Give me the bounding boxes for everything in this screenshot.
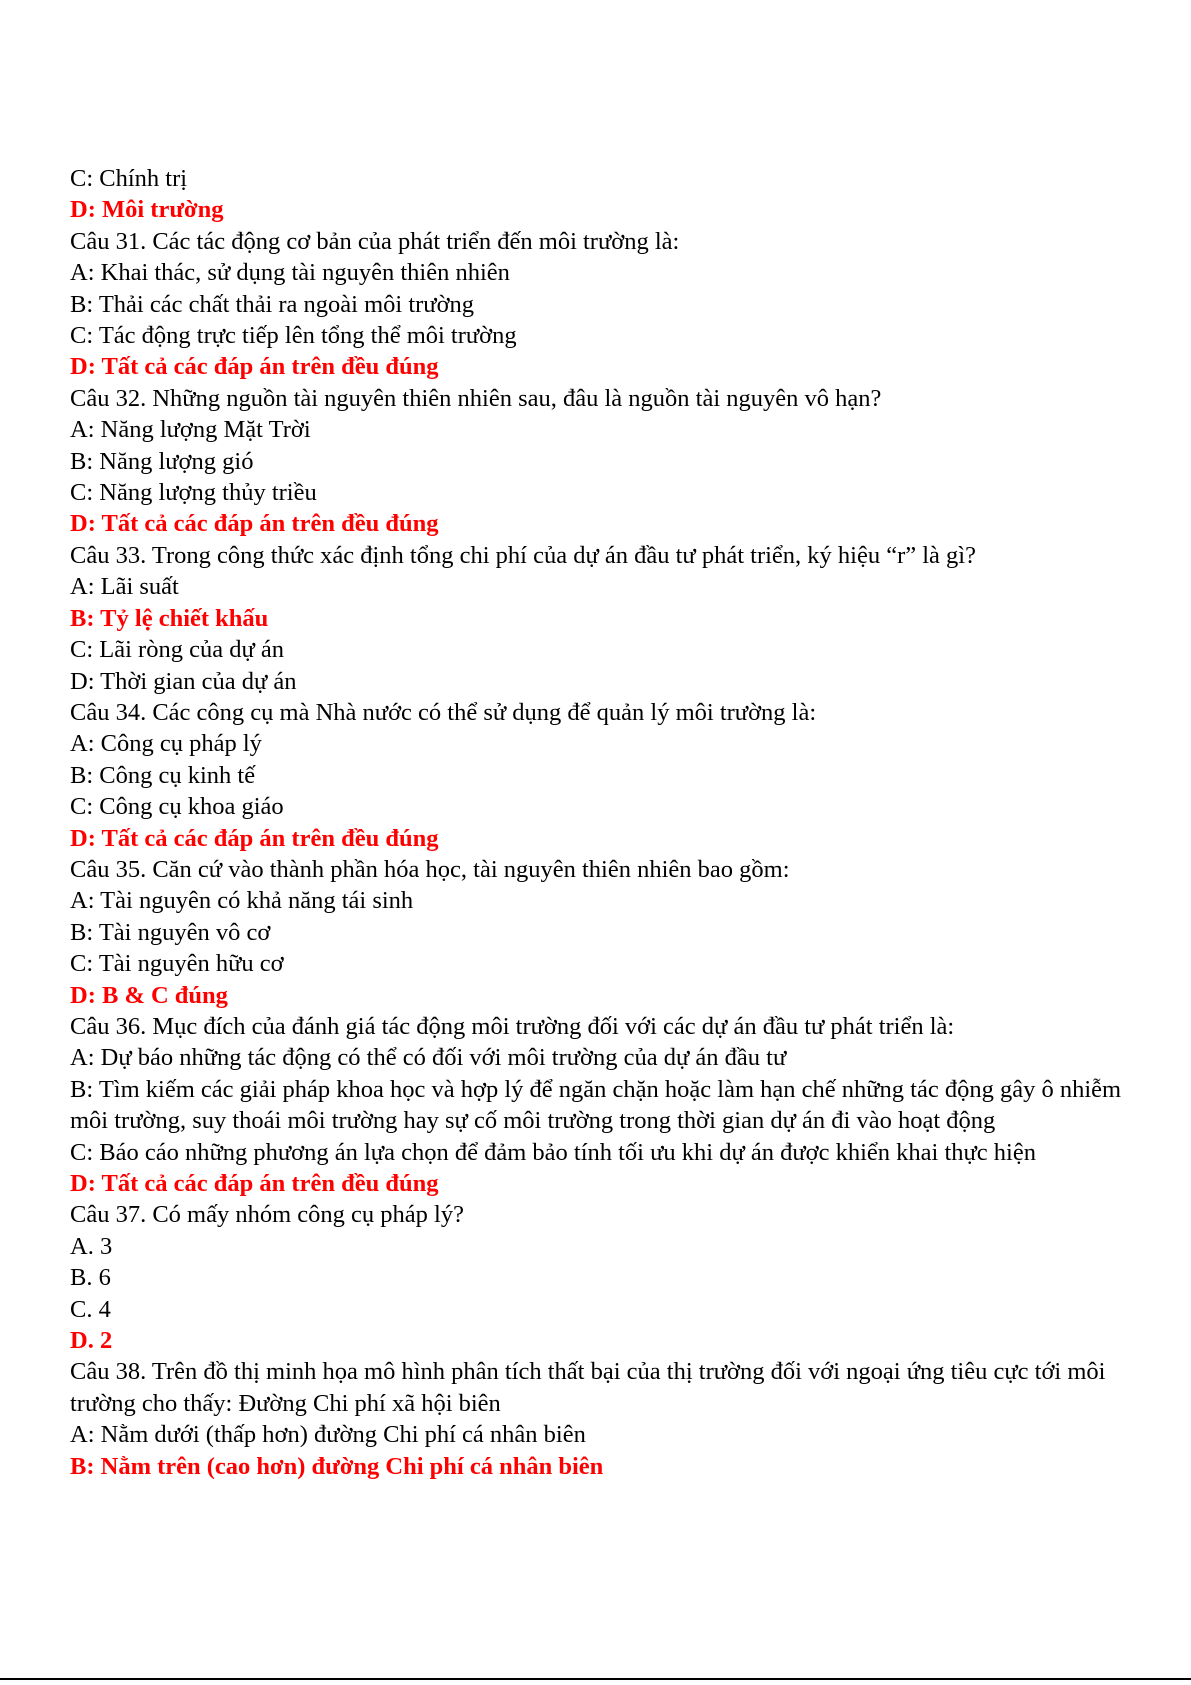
document-line: A: Lãi suất xyxy=(70,573,179,601)
correct-answer-line: D: Tất cả các đáp án trên đều đúng xyxy=(70,824,439,852)
document-line: C. 4 xyxy=(70,1295,111,1323)
document-line: B: Tìm kiếm các giải pháp khoa học và hợp lý để ngăn chặn hoặc làm hạn chế những tác động gây ô nhiễm môi trường, suy thoái môi trường hay sự cố môi trường trong thời gian dự án đi vào hoạt động xyxy=(70,1075,1122,1135)
document-line: A. 3 xyxy=(70,1232,113,1260)
document-line: C: Chính trị xyxy=(70,165,188,192)
document-line: C: Tác động trực tiếp lên tổng thể môi trường xyxy=(70,322,517,350)
correct-answer-line: D: B & C đúng xyxy=(70,981,228,1009)
document-line: Câu 35. Căn cứ vào thành phần hóa học, tài nguyên thiên nhiên bao gồm: xyxy=(70,855,790,883)
document-line: A: Công cụ pháp lý xyxy=(70,730,262,758)
correct-answer-line: D: Tất cả các đáp án trên đều đúng xyxy=(70,510,439,538)
document-line: C: Báo cáo những phương án lựa chọn để đảm bảo tính tối ưu khi dự án được khiển khai thực hiện xyxy=(70,1138,1036,1166)
document-line: Câu 33. Trong công thức xác định tổng chi phí của dự án đầu tư phát triển, ký hiệu “r” là gì? xyxy=(70,541,976,569)
document-line: Câu 31. Các tác động cơ bản của phát triển đến môi trường là: xyxy=(70,227,680,255)
correct-answer-line: B: Nằm trên (cao hơn) đường Chi phí cá nhân biên xyxy=(70,1452,604,1480)
document-line: Câu 37. Có mấy nhóm công cụ pháp lý? xyxy=(70,1201,464,1229)
correct-answer-line: D: Tất cả các đáp án trên đều đúng xyxy=(70,1170,439,1197)
document-line: B: Công cụ kinh tế xyxy=(70,761,256,789)
document-body xyxy=(70,163,1130,1482)
correct-answer-line: D: Môi trường xyxy=(70,196,224,224)
correct-answer-line: D. 2 xyxy=(70,1327,113,1355)
page-bottom-border xyxy=(0,1678,1191,1680)
document-line: A: Khai thác, sử dụng tài nguyên thiên nhiên xyxy=(70,259,510,287)
document-line: B: Năng lượng gió xyxy=(70,447,254,475)
correct-answer-line: D: Tất cả các đáp án trên đều đúng xyxy=(70,353,439,381)
document-line: A: Nằm dưới (thấp hơn) đường Chi phí cá nhân biên xyxy=(70,1421,586,1449)
document-line: C: Công cụ khoa giáo xyxy=(70,793,284,821)
document-line: C: Năng lượng thủy triều xyxy=(70,479,317,507)
document-line: B: Tài nguyên vô cơ xyxy=(70,918,271,946)
correct-answer-line: B: Tỷ lệ chiết khấu xyxy=(70,604,269,632)
document-line: A: Dự báo những tác động có thể có đối với môi trường của dự án đầu tư xyxy=(70,1044,787,1072)
document-line: B: Thải các chất thải ra ngoài môi trường xyxy=(70,290,475,318)
document-line: C: Lãi ròng của dự án xyxy=(70,636,284,664)
document-line: B. 6 xyxy=(70,1264,111,1292)
document-line: C: Tài nguyên hữu cơ xyxy=(70,950,284,978)
document-line: Câu 34. Các công cụ mà Nhà nước có thể sử dụng để quản lý môi trường là: xyxy=(70,698,817,726)
document-line: A: Tài nguyên có khả năng tái sinh xyxy=(70,887,414,915)
document-line: A: Năng lượng Mặt Trời xyxy=(70,416,311,444)
document-line: Câu 32. Những nguồn tài nguyên thiên nhiên sau, đâu là nguồn tài nguyên vô hạn? xyxy=(70,384,882,412)
document-line: Câu 36. Mục đích của đánh giá tác động môi trường đối với các dự án đầu tư phát triển là: xyxy=(70,1012,955,1040)
document-line: D: Thời gian của dự án xyxy=(70,667,297,695)
document-line: Câu 38. Trên đồ thị minh họa mô hình phân tích thất bại của thị trường đối với ngoại ứng tiêu cực tới môi trường cho thấy: Đường Chi phí xã hội biên xyxy=(70,1358,1106,1417)
